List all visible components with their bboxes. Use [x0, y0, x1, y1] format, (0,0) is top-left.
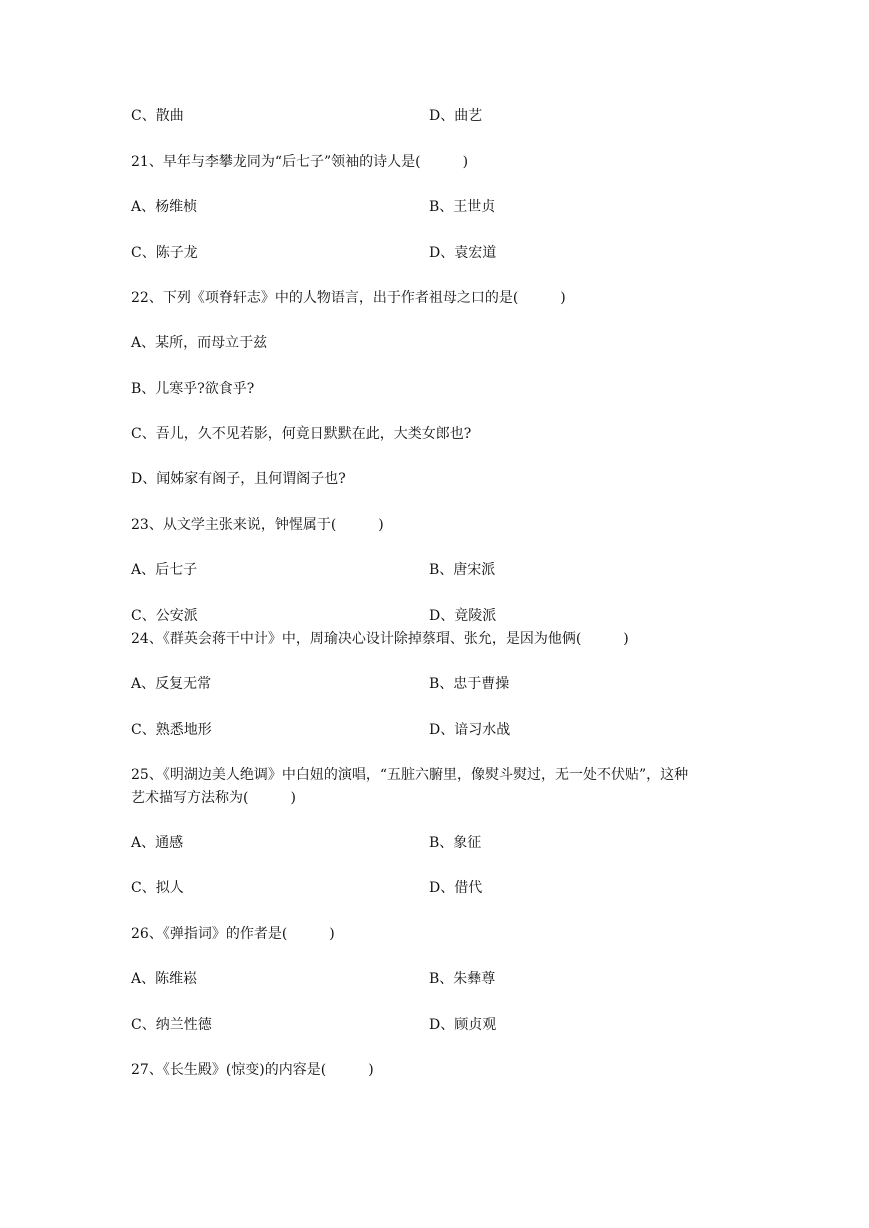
q21-question: 21、早年与李攀龙同为“后七子”领袖的诗人是( )	[131, 154, 469, 170]
q26-option-d: D、顾贞观	[429, 1017, 497, 1033]
q23-option-a: A、后七子	[131, 562, 198, 578]
q26-option-b: B、朱彝尊	[429, 971, 496, 987]
q22-option-b: B、儿寒乎?欲食乎?	[131, 381, 255, 397]
q22-question: 22、下列《项脊轩志》中的人物语言，出于作者祖母之口的是( )	[131, 290, 566, 306]
q25-options-cd	[131, 879, 771, 897]
q21-option-c: C、陈子龙	[131, 245, 198, 261]
q23-option-c: C、公安派	[131, 608, 198, 624]
q26-options-cd	[131, 1016, 771, 1034]
q23-option-d: D、竟陵派	[429, 608, 497, 624]
q20-option-c: C、散曲	[131, 108, 184, 124]
q23-option-b: B、唐宋派	[429, 562, 496, 578]
q24-options-ab	[131, 675, 771, 693]
q21-option-a: A、杨维桢	[131, 199, 198, 215]
q24-option-d: D、谙习水战	[429, 722, 511, 738]
q20-option-d: D、曲艺	[429, 108, 483, 124]
q24-options-cd	[131, 721, 771, 739]
q21-options-ab	[131, 198, 771, 216]
q24-question: 24、《群英会蒋干中计》中，周瑜决心设计除掉蔡瑁、张允，是因为他俩( )	[131, 631, 629, 647]
q25-question-line1: 25、《明湖边美人绝调》中白妞的演唱，“五脏六腑里，像熨斗熨过，无一处不伏贴”，这种	[131, 767, 689, 783]
q26-question: 26、《弹指词》的作者是( )	[131, 926, 335, 942]
q25-options-ab	[131, 834, 771, 852]
q22-option-d: D、闻姊家有阁子，且何谓阁子也?	[131, 471, 346, 487]
q26-option-c: C、纳兰性德	[131, 1017, 212, 1033]
q24-option-c: C、熟悉地形	[131, 722, 212, 738]
q22-option-a: A、某所，而母立于兹	[131, 335, 268, 351]
q21-option-b: B、王世贞	[429, 199, 496, 215]
q25-option-b: B、象征	[429, 835, 482, 851]
q21-options-cd	[131, 244, 771, 262]
q24-option-a: A、反复无常	[131, 676, 212, 692]
q25-option-a: A、通感	[131, 835, 184, 851]
q23-options-ab	[131, 561, 771, 579]
q27-question: 27、《长生殿》(惊变)的内容是( )	[131, 1062, 374, 1078]
q26-options-ab	[131, 970, 771, 988]
q23-question: 23、从文学主张来说，钟惺属于( )	[131, 517, 384, 533]
q25-option-d: D、借代	[429, 880, 483, 896]
q20-options-cd	[131, 107, 771, 125]
q21-option-d: D、袁宏道	[429, 245, 497, 261]
q22-option-c: C、吾儿，久不见若影，何竟日默默在此，大类女郎也?	[131, 426, 472, 442]
q23-options-cd	[131, 607, 771, 625]
q25-option-c: C、拟人	[131, 880, 184, 896]
q24-option-b: B、忠于曹操	[429, 676, 510, 692]
q26-option-a: A、陈维崧	[131, 971, 198, 987]
q25-question-line2: 艺术描写方法称为( )	[131, 790, 296, 806]
